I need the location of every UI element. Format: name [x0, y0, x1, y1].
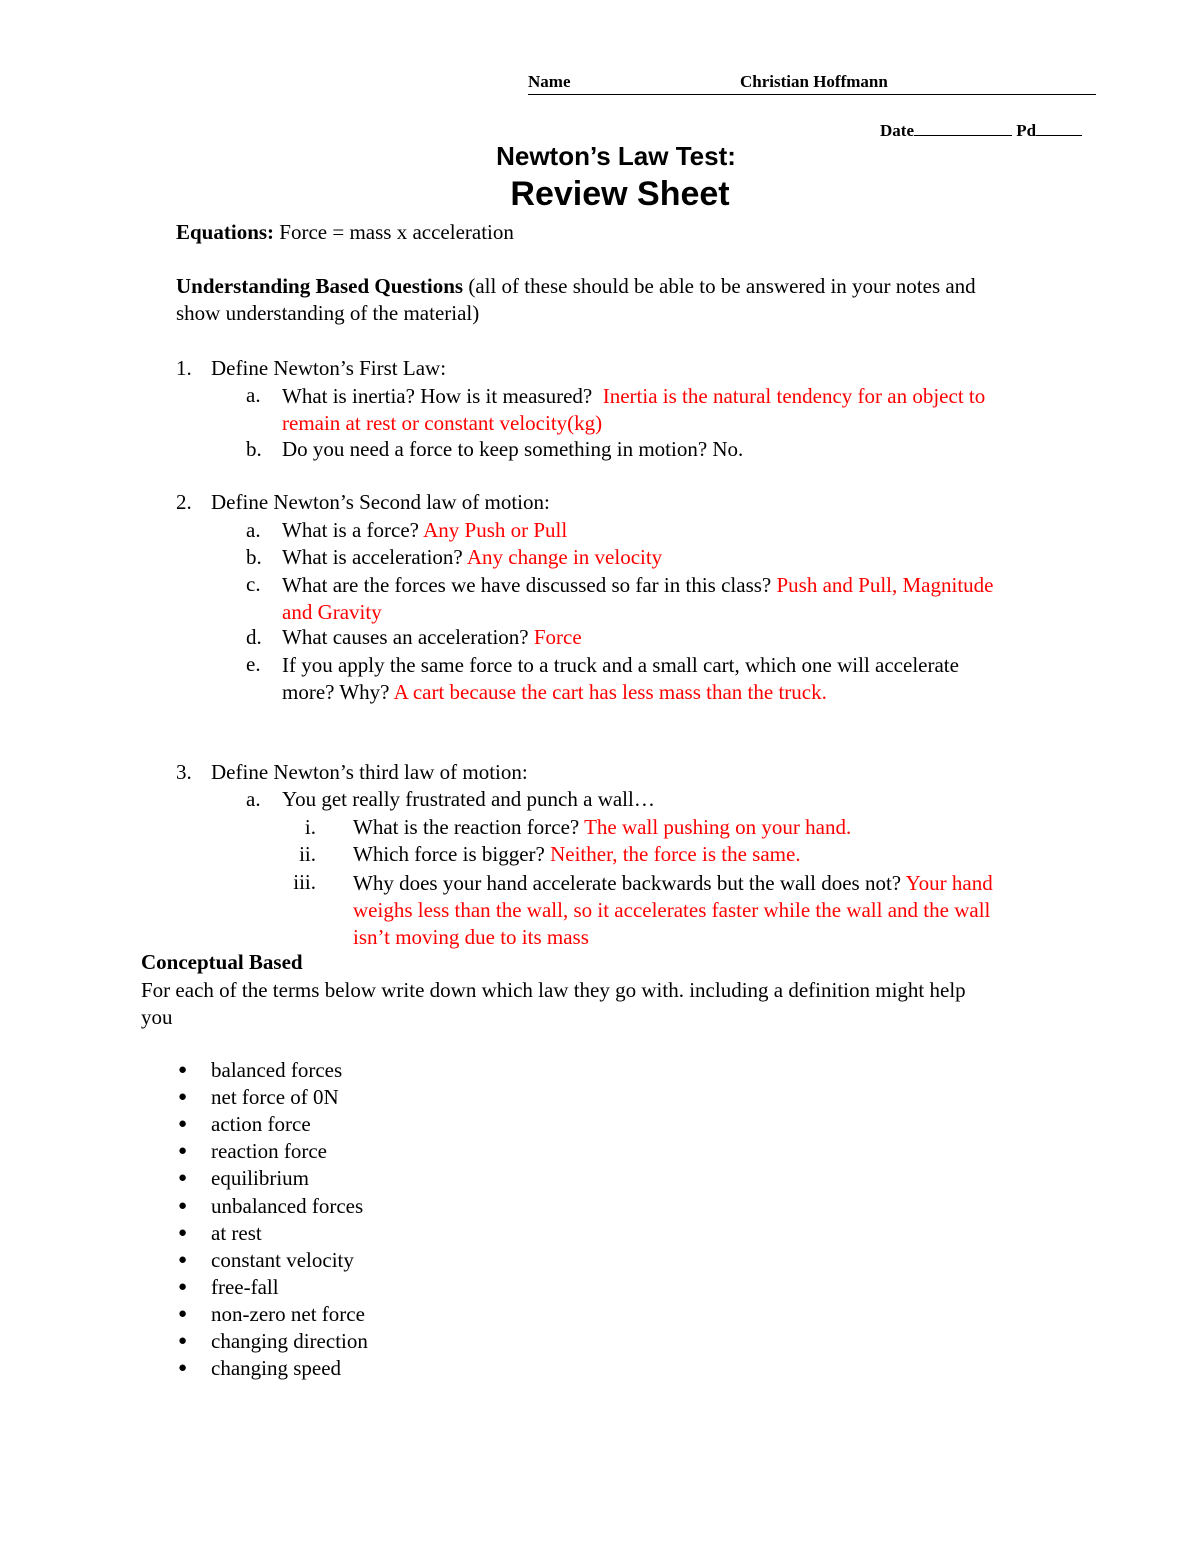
term-bullet: ●: [178, 1333, 188, 1349]
q3-iii-answer-line3: isn’t moving due to its mass: [353, 925, 589, 949]
q2-d-question: What causes an acceleration?: [282, 625, 529, 649]
equations-line: [176, 220, 514, 245]
q2-b-answer: Any change in velocity: [466, 545, 663, 569]
term-bullet: ●: [178, 1170, 188, 1187]
q1-a-answer-line1: Inertia is the natural tendency for an object to: [602, 384, 986, 408]
term-item: equilibrium: [211, 1166, 309, 1191]
conceptual-heading: Conceptual Based: [141, 950, 303, 974]
term-item: changing speed: [211, 1356, 342, 1381]
page-subtitle: Review Sheet: [510, 175, 730, 213]
term-item: at rest: [211, 1220, 262, 1245]
q2-d-answer: Force: [533, 625, 582, 649]
q3-i: [353, 815, 851, 840]
q2-a: [282, 518, 567, 543]
q1-a-marker: a.: [246, 383, 261, 407]
q3-a-text: You get really frustrated and punch a wall…: [282, 787, 655, 811]
q2-a-answer: Any Push or Pull: [423, 518, 568, 542]
conceptual-intro: [141, 977, 966, 1031]
term-bullet: ●: [178, 1143, 188, 1160]
q2-number: 2.: [176, 490, 192, 514]
q2-c-answer-line1: Push and Pull, Magnitude: [776, 573, 994, 597]
q2-c: [282, 572, 994, 626]
term-item: constant velocity: [211, 1247, 354, 1272]
q2-text: Define Newton’s Second law of motion:: [211, 490, 550, 514]
term-bullet: ●: [178, 1224, 188, 1241]
understanding-intro-line1: (all of these should be able to be answered in your notes and: [463, 274, 976, 298]
term-bullet: ●: [178, 1116, 188, 1133]
date-pd-field: [880, 117, 1082, 141]
term-bullet: ●: [178, 1278, 188, 1295]
q1-text: Define Newton’s First Law:: [211, 356, 447, 380]
q3-ii: [353, 842, 801, 867]
q2-d: [282, 625, 582, 650]
term-item: action force: [211, 1112, 311, 1137]
q2-b-question: What is acceleration?: [282, 545, 463, 569]
q3-a-marker: a.: [246, 787, 261, 811]
q2-a-marker: a.: [246, 518, 261, 542]
q3-iii: [353, 870, 993, 951]
q2-e-question-line1: If you apply the same force to a truck and a small cart, which one will accelerate: [282, 653, 959, 677]
term-item: balanced forces: [211, 1058, 343, 1082]
term-bullet: ●: [178, 1089, 188, 1106]
understanding-intro: [176, 273, 976, 327]
q2-c-marker: c.: [246, 572, 261, 596]
q3-i-marker: i.: [304, 815, 316, 839]
q2-e-answer: A cart because the cart has less mass than the truck.: [393, 680, 827, 704]
q1-b-marker: b.: [246, 437, 262, 461]
q1-a-answer-line2: remain at rest or constant velocity(kg): [282, 411, 603, 435]
q3-iii-question: Why does your hand accelerate backwards but the wall does not?: [353, 871, 902, 895]
q3-iii-answer-line2: weighs less than the wall, so it accelerates faster while the wall and the wall: [353, 898, 991, 922]
page-title: Newton’s Law Test:: [496, 141, 736, 171]
understanding-intro-line2: show understanding of the material): [176, 301, 480, 325]
q3-ii-marker: ii.: [299, 842, 316, 866]
q2-e-marker: e.: [246, 652, 261, 676]
term-bullet: ●: [178, 1197, 188, 1214]
term-item: free-fall: [211, 1274, 279, 1299]
q2-c-question: What are the forces we have discussed so far in this class?: [282, 573, 772, 597]
q3-number: 3.: [176, 760, 192, 784]
understanding-heading: Understanding Based Questions: [176, 274, 464, 298]
date-label: Date: [880, 121, 914, 140]
q2-e-question-line2: more? Why?: [282, 680, 390, 704]
q1-a-question: What is inertia? How is it measured?: [282, 384, 593, 408]
name-field: [528, 72, 1096, 95]
name-value: Christian Hoffmann: [740, 72, 888, 91]
q3-ii-answer: Neither, the force is the same.: [550, 842, 801, 866]
term-bullet: ●: [178, 1062, 188, 1078]
pd-blank: [1036, 117, 1082, 136]
conceptual-intro-line1: For each of the terms below write down which law they go with. including a definition might help: [141, 978, 966, 1002]
date-blank: [914, 117, 1012, 136]
q1-number: 1.: [176, 356, 192, 380]
q2-c-answer-line2: and Gravity: [282, 600, 382, 624]
term-item: unbalanced forces: [211, 1193, 364, 1218]
q2-b: [282, 545, 662, 570]
q2-a-question: What is a force?: [282, 518, 420, 542]
term-item: non-zero net force: [211, 1301, 365, 1326]
q1-b-question: Do you need a force to keep something in motion? No.: [282, 437, 744, 461]
q3-iii-marker: iii.: [293, 870, 316, 894]
q3-iii-answer-line1: Your hand: [905, 871, 993, 895]
conceptual-intro-line2: you: [141, 1005, 173, 1029]
q2-e: [282, 652, 959, 706]
term-bullet: ●: [178, 1305, 188, 1322]
term-item: reaction force: [211, 1139, 328, 1164]
equations-text: Force = mass x acceleration: [274, 220, 514, 244]
term-bullet: ●: [178, 1251, 188, 1268]
term-bullet: ●: [178, 1360, 188, 1377]
term-item: net force of 0N: [211, 1085, 339, 1110]
q3-i-question: What is the reaction force?: [353, 815, 580, 839]
q3-text: Define Newton’s third law of motion:: [211, 760, 528, 784]
q1-a: [282, 383, 985, 437]
term-item: changing direction: [211, 1329, 368, 1353]
q2-b-marker: b.: [246, 545, 262, 569]
q2-d-marker: d.: [246, 625, 262, 649]
q3-ii-question: Which force is bigger?: [353, 842, 545, 866]
name-label: Name: [528, 72, 571, 91]
q3-i-answer: The wall pushing on your hand.: [584, 815, 852, 839]
pd-label: Pd: [1016, 121, 1037, 140]
equations-label: Equations:: [176, 220, 275, 244]
